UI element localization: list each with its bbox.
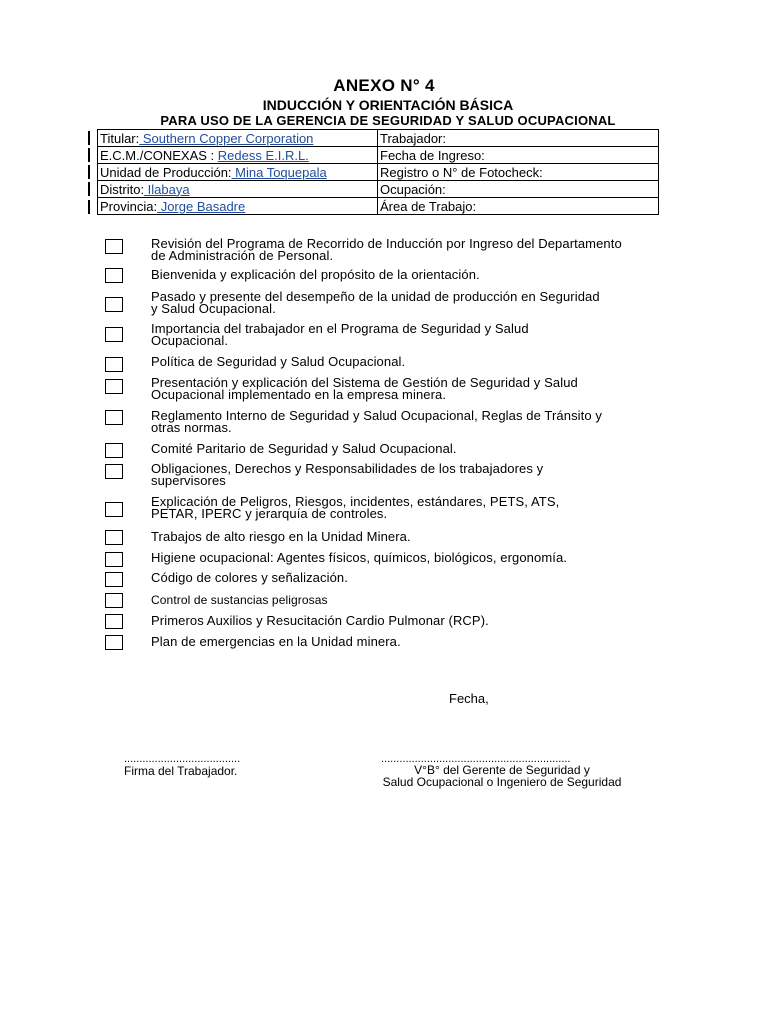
checklist-item-text: Código de colores y señalización. — [151, 570, 348, 585]
info-cell-left — [98, 164, 378, 181]
date-label: Fecha, — [449, 691, 489, 706]
checklist-item-text: Trabajos de alto riesgo en la Unidad Minera. — [151, 529, 411, 544]
info-cell-left — [98, 198, 378, 215]
info-value-link[interactable]: Jorge Basadre — [157, 198, 246, 214]
revision-mark — [88, 131, 90, 145]
checklist-item-text: Plan de emergencias en la Unidad minera. — [151, 634, 401, 649]
worker-signature-line: ...................................... — [124, 753, 241, 765]
info-cell-left — [98, 147, 378, 164]
checklist-item-text: Política de Seguridad y Salud Ocupacional. — [151, 354, 406, 369]
info-cell-right: Ocupación: — [378, 181, 659, 198]
checklist-item-text: Explicación de Peligros, Riesgos, incidentes, estándares, PETS, ATS, PETAR, IPERC y jerarquía de controles. — [151, 494, 560, 521]
info-value-link[interactable]: Ilabaya — [144, 181, 190, 197]
info-row — [98, 181, 659, 198]
checklist-checkbox[interactable] — [105, 593, 123, 608]
annex-title: ANEXO N° 4 — [333, 76, 435, 95]
checklist-checkbox[interactable] — [105, 357, 123, 372]
checklist-item-text: Reglamento Interno de Seguridad y Salud Ocupacional, Reglas de Tránsito y otras normas. — [151, 408, 603, 435]
checklist-item-text: Higiene ocupacional: Agentes físicos, químicos, biológicos, ergonomía. — [151, 550, 568, 565]
form-title: INDUCCIÓN Y ORIENTACIÓN BÁSICA — [262, 97, 514, 113]
checklist-checkbox[interactable] — [105, 635, 123, 650]
manager-signature-label: V°B° del Gerente de Seguridad y Salud Ocupacional o Ingeniero de Seguridad — [382, 763, 622, 789]
checklist-item-text: Comité Paritario de Seguridad y Salud Ocupacional. — [151, 441, 457, 456]
checklist-item-text: Pasado y presente del desempeño de la unidad de producción en Seguridad y Salud Ocupacional. — [151, 289, 600, 316]
checklist-checkbox[interactable] — [105, 268, 123, 283]
revision-mark — [88, 165, 90, 179]
manager-signature-line: .............................................................. — [381, 753, 571, 765]
checklist-checkbox[interactable] — [105, 572, 123, 587]
info-label: Titular: — [100, 130, 140, 146]
info-value-link[interactable]: Redess E.I.R.L. — [217, 147, 309, 163]
checklist-checkbox[interactable] — [105, 410, 123, 425]
info-label: Distrito: — [100, 181, 145, 197]
info-label: Provincia: — [100, 198, 158, 214]
info-table — [97, 129, 659, 215]
checklist-checkbox[interactable] — [105, 239, 123, 254]
info-cell-right: Registro o N° de Fotocheck: — [378, 164, 659, 181]
form-subtitle: PARA USO DE LA GERENCIA DE SEGURIDAD Y SALUD OCUPACIONAL — [160, 113, 616, 128]
checklist-checkbox[interactable] — [105, 443, 123, 458]
checklist-checkbox[interactable] — [105, 530, 123, 545]
revision-mark — [88, 200, 90, 214]
checklist-item-text: Control de sustancias peligrosas — [151, 593, 328, 607]
info-row — [98, 147, 659, 164]
info-row — [98, 198, 659, 215]
info-value-link[interactable]: Southern Copper Corporation — [139, 130, 314, 146]
checklist-checkbox[interactable] — [105, 379, 123, 394]
checklist-item-text: Bienvenida y explicación del propósito de la orientación. — [151, 267, 480, 282]
checklist-item-text: Primeros Auxilios y Resucitación Cardio Pulmonar (RCP). — [151, 613, 489, 628]
info-row — [98, 130, 659, 147]
info-cell-right: Área de Trabajo: — [378, 198, 659, 215]
info-label: Unidad de Producción: — [100, 164, 232, 180]
revision-mark — [88, 182, 90, 196]
worker-signature-label: Firma del Trabajador. — [124, 764, 238, 778]
checklist-checkbox[interactable] — [105, 614, 123, 629]
info-value-link[interactable]: Mina Toquepala — [231, 164, 327, 180]
info-cell-left — [98, 130, 378, 147]
checklist-checkbox[interactable] — [105, 552, 123, 567]
checklist-checkbox[interactable] — [105, 327, 123, 342]
checklist-item-text: Obligaciones, Derechos y Responsabilidades de los trabajadores y supervisores — [151, 461, 544, 488]
checklist-item-text: Presentación y explicación del Sistema de Gestión de Seguridad y Salud Ocupacional implementado en la empresa minera. — [151, 375, 578, 402]
info-cell-right: Fecha de Ingreso: — [378, 147, 659, 164]
checklist-item-text: Importancia del trabajador en el Programa de Seguridad y Salud Ocupacional. — [151, 321, 529, 348]
info-row — [98, 164, 659, 181]
info-cell-left — [98, 181, 378, 198]
checklist-item-text: Revisión del Programa de Recorrido de Inducción por Ingreso del Departamento de Administración de Personal. — [151, 236, 622, 263]
checklist-checkbox[interactable] — [105, 464, 123, 479]
revision-mark — [88, 148, 90, 162]
info-label: E.C.M./CONEXAS : — [100, 147, 218, 163]
checklist-checkbox[interactable] — [105, 502, 123, 517]
checklist-checkbox[interactable] — [105, 297, 123, 312]
info-cell-right: Trabajador: — [378, 130, 659, 147]
